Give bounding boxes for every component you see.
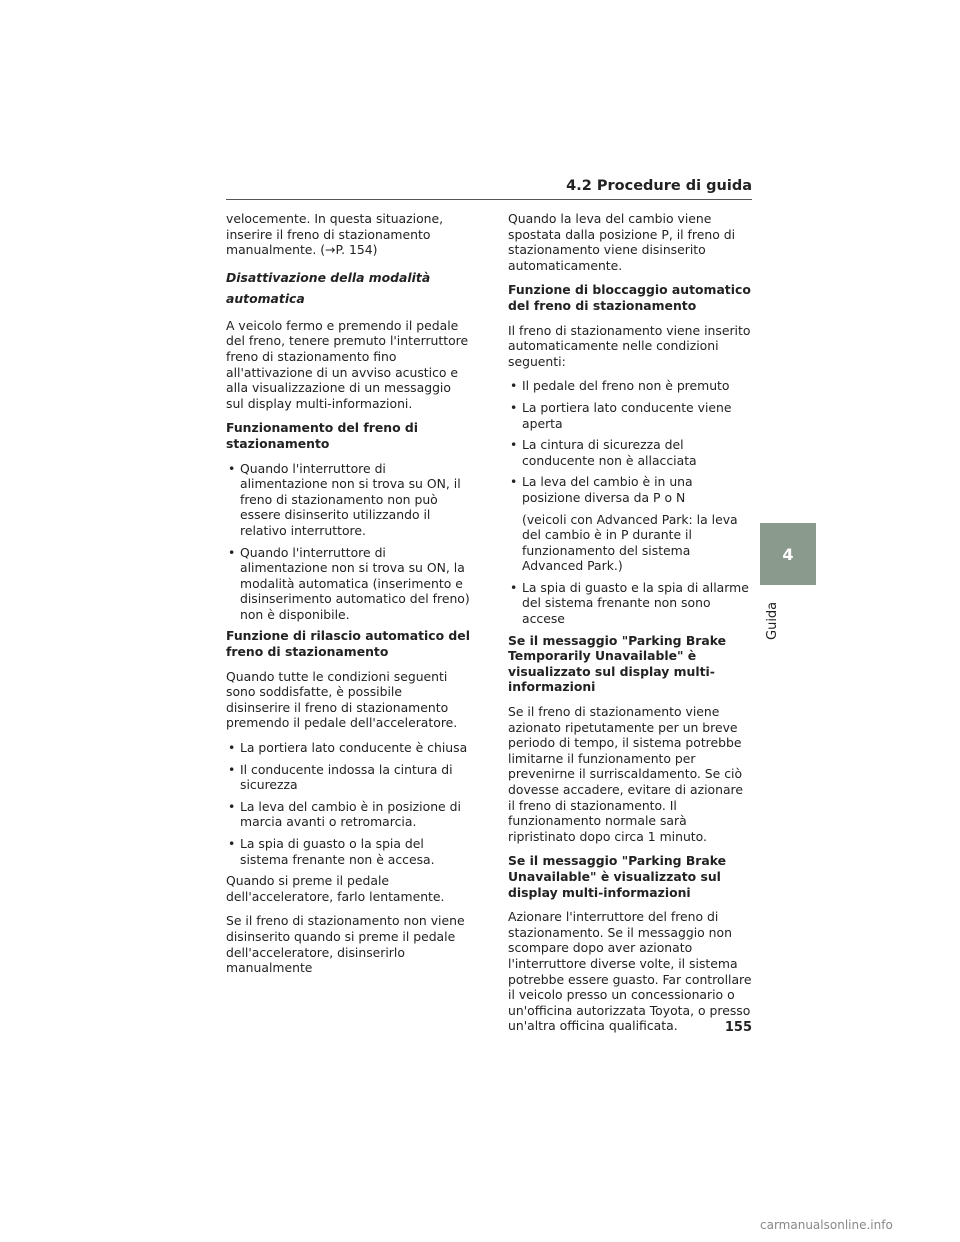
- paragraph: Azionare l'interruttore del freno di stazionamento. Se il messaggio non scompare dopo aver azionato l'interruttore diverse volte, il sistema potrebbe essere guasto. Far controllare il veicolo presso un concessionario o un'officina autorizzata Toyota, o presso un'altra officina qualificata.: [508, 909, 752, 1034]
- footer-watermark: carmanualsonline.info: [760, 1218, 893, 1232]
- paragraph: Il freno di stazionamento viene inserito automaticamente nelle condizioni seguenti:: [508, 322, 751, 369]
- paragraph: Se il freno di stazionamento viene azionato ripetutamente per un breve periodo di tempo, il sistema potrebbe limitarne il funzionamento per prevenirne il surriscaldamento. Se ciò dovesse accadere, evitare di azionare il freno di stazionamento. Il funzionamento normale sarà ripristinato dopo circa 1 minuto.: [508, 704, 743, 844]
- list-item: • La spia di guasto o la spia del sistema frenante non è accesa.: [226, 836, 470, 867]
- list-item: • Il conducente indossa la cintura di sicurezza: [226, 762, 470, 793]
- chapter-tab: 4: [760, 523, 816, 585]
- paragraph: Quando la leva del cambio viene spostata dalla posizione P, il freno di stazionamento viene disinserito automaticamente.: [508, 211, 736, 273]
- section-header: 4.2 Procedure di guida: [226, 178, 752, 200]
- list-item: • La portiera lato conducente viene aperta: [508, 400, 752, 431]
- list-item-note: (veicoli con Advanced Park: la leva del cambio è in P durante il funzionamento del sistema Advanced Park.): [522, 511, 738, 574]
- list-item: • Quando l'interruttore di alimentazione non si trova su ON, la modalità automatica (inserimento e disinserimento automatico del freno) non è disponibile.: [226, 545, 470, 623]
- paragraph: velocemente. In questa situazione, inserire il freno di stazionamento manualmente. (→P. 154): [226, 211, 444, 258]
- right-column: [508, 211, 752, 1043]
- list-item: • Quando l'interruttore di alimentazione non si trova su ON, il freno di stazionamento non può essere disinserito utilizzando il relativo interruttore.: [226, 461, 470, 539]
- page-number: 155: [724, 1020, 752, 1035]
- subheading-unavailable: Se il messaggio "Parking Brake Unavailable" è visualizzato sul display multi-informazioni: [508, 853, 727, 900]
- paragraph: A veicolo fermo e premendo il pedale del freno, tenere premuto l'interruttore freno di stazionamento fino all'attivazione di un avviso acustico e alla visualizzazione di un messaggio sul display multi-informazioni.: [226, 317, 469, 411]
- subheading-rilascio: Funzione di rilascio automatico del freno di stazionamento: [226, 628, 470, 660]
- chapter-tab-label: Guida: [765, 601, 780, 640]
- paragraph: Quando tutte le condizioni seguenti sono soddisfatte, è possibile disinserire il freno di stazionamento premendo il pedale dell'acceleratore.: [226, 668, 458, 731]
- subheading-temporarily-unavailable: Se il messaggio "Parking Brake Temporarily Unavailable" è visualizzato sul display multi-informazioni: [508, 632, 727, 695]
- list-item: • La leva del cambio è in una posizione diversa da P o N: [508, 474, 752, 505]
- list-item: • La cintura di sicurezza del conducente non è allacciata: [508, 437, 752, 468]
- left-column: [226, 211, 470, 985]
- subheading-funzionamento: Funzionamento del freno di stazionamento: [226, 420, 419, 451]
- list-item: • Il pedale del freno non è premuto: [508, 378, 752, 394]
- paragraph: Quando si preme il pedale dell'acceleratore, farlo lentamente.: [226, 873, 445, 904]
- subheading-disattivazione: Disattivazione della modalità automatica: [226, 269, 431, 306]
- subheading-bloccaggio: Funzione di bloccaggio automatico del freno di stazionamento: [508, 282, 751, 313]
- list-item: • La leva del cambio è in posizione di marcia avanti o retromarcia.: [226, 799, 470, 830]
- list-item: • La spia di guasto e la spia di allarme del sistema frenante non sono accese: [508, 580, 752, 627]
- list-item: • La portiera lato conducente è chiusa: [226, 740, 470, 756]
- paragraph: Se il freno di stazionamento non viene disinserito quando si preme il pedale dell'acceleratore, disinserirlo manualmente: [226, 913, 465, 976]
